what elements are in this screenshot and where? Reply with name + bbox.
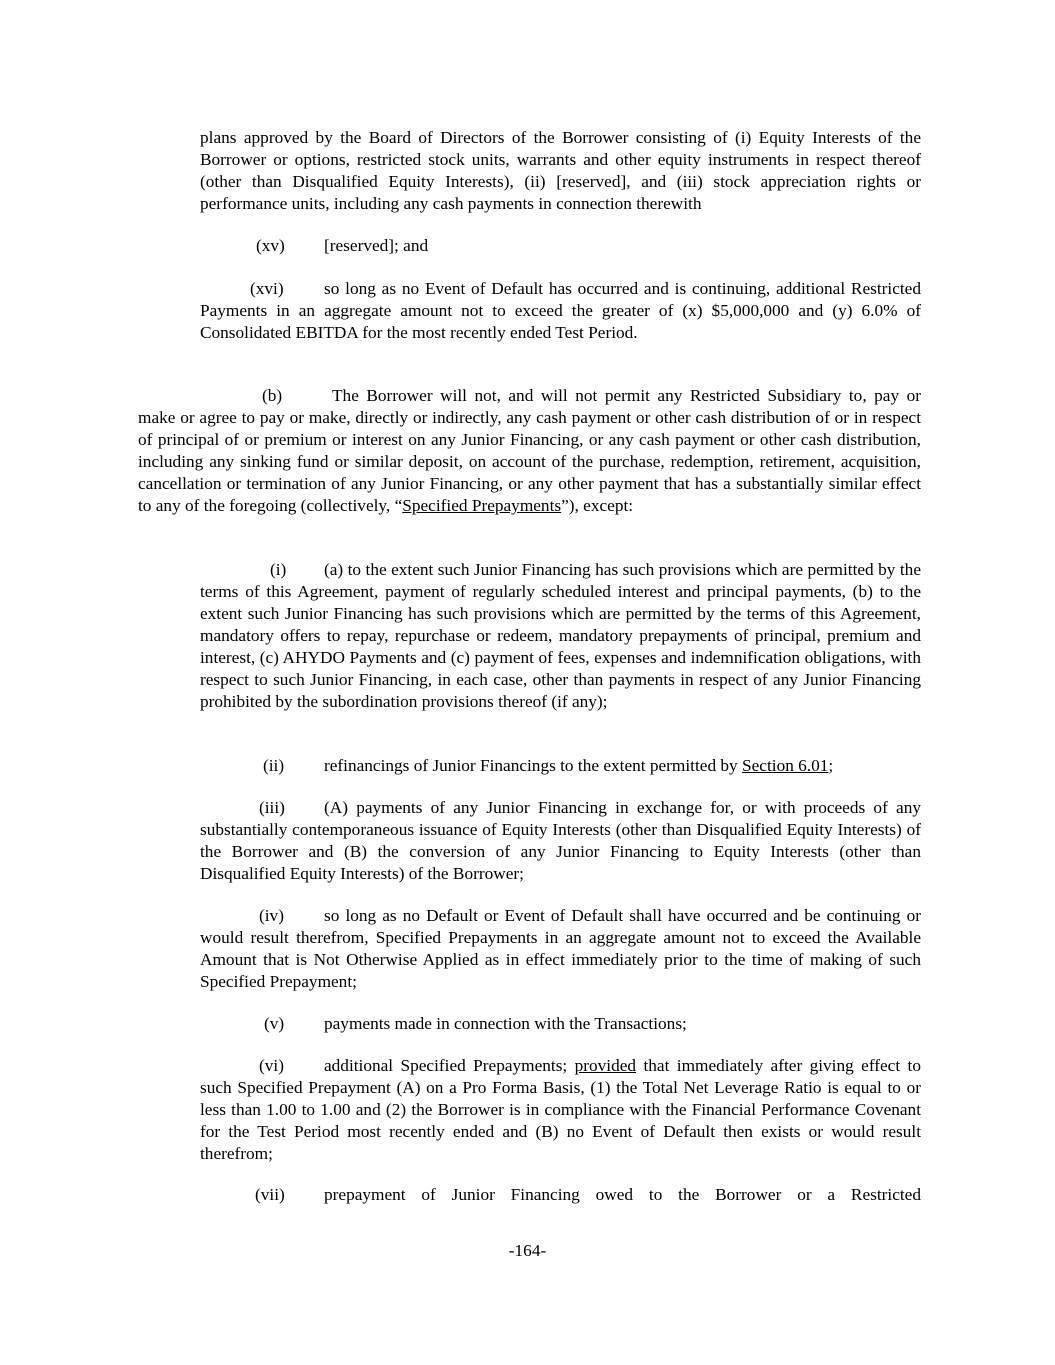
clause-iii (200, 797, 921, 885)
provided-term: provided (574, 1056, 637, 1075)
clause-vii (200, 1184, 921, 1206)
section-text: The Borrower will not, and will not permit any Restricted Subsidiary to, pay or make or agree to pay or make, directly or indirectly, any cash payment or other cash distribution of or in respect of principal of or premium or interest on any Junior Financing, or any cash payment or other cash distribution, including any sinking fund or similar deposit, on account of the purchase, redemption, retirement, acquisition, cancellation or termination of any Junior Financing, or any other payment that has a substantially similar effect to any of the foregoing (collectively, “ (138, 386, 921, 515)
section-b (138, 385, 921, 517)
page-number: -164- (508, 1241, 547, 1260)
clause-text-end: that immediately after giving effect to such Specified Prepayment (A) on a Pro Forma Basis, (1) the Total Net Leverage Ratio is equal to or less than 1.00 to 1.00 and (2) the Borrower is in compliance with the Financial Performance Covenant for the Test Period most recently ended and (B) no Event of Default then exists or would result therefrom; (200, 1056, 921, 1163)
paragraph-continuation (200, 127, 921, 215)
clause-text: (A) payments of any Junior Financing in exchange for, or with proceeds of any substantially contemporaneous issuance of Equity Interests (other than Disqualified Equity Interests) of the Borrower and (B) the conversion of any Junior Financing to Equity Interests (other than Disqualified Equity Interests) of the Borrower; (200, 798, 921, 883)
clause-iv (200, 905, 921, 993)
clause-number: (v) (264, 1014, 285, 1033)
clause-ii (200, 755, 921, 777)
clause-number: (iii) (259, 798, 285, 817)
clause-text: payments made in connection with the Transactions; (324, 1014, 687, 1033)
clause-text: prepayment of Junior Financing owed to the Borrower or a Restricted (324, 1185, 921, 1204)
clause-vi (200, 1055, 921, 1165)
clause-xv (200, 235, 921, 257)
clause-text: so long as no Default or Event of Default shall have occurred and be continuing or would result therefrom, Specified Prepayments in an aggregate amount not to exceed the Available Amount that is Not Otherwise Applied as in effect immediately prior to the time of making of such Specified Prepayment; (200, 906, 921, 991)
clause-text: additional Specified Prepayments; (324, 1056, 575, 1075)
clause-text-end: ; (828, 756, 834, 775)
clause-number: (ii) (263, 756, 285, 775)
clause-number: (xvi) (250, 279, 284, 298)
section-reference-link[interactable]: Section 6.01 (742, 756, 829, 775)
clause-number: (vii) (255, 1185, 285, 1204)
clause-xvi (200, 278, 921, 344)
clause-text: so long as no Event of Default has occurred and is continuing, additional Restricted Payments in an aggregate amount not to exceed the greater of (x) $5,000,000 and (y) 6.0% of Consolidated EBITDA for the most recently ended Test Period. (200, 279, 921, 342)
defined-term-specified-prepayments: Specified Prepayments (402, 496, 562, 515)
clause-v (200, 1013, 921, 1035)
clause-text: refinancings of Junior Financings to the extent permitted by (324, 756, 743, 775)
clause-text: (a) to the extent such Junior Financing has such provisions which are permitted by the terms of this Agreement, payment of regularly scheduled interest and principal payments, (b) to the extent such Junior Financing has such provisions which are permitted by the terms of this Agreement, mandatory offers to repay, repurchase or redeem, mandatory prepayments of principal, premium and interest, (c) AHYDO Payments and (c) payment of fees, expenses and indemnification obligations, with respect to such Junior Financing, in each case, other than payments in respect of any Junior Financing prohibited by the subordination provisions thereof (if any); (200, 560, 921, 711)
clause-number: (i) (270, 560, 287, 579)
paragraph-text: plans approved by the Board of Directors of the Borrower consisting of (i) Equity Interests of the Borrower or options, restricted stock units, warrants and other equity instruments in respect thereof (other than Disqualified Equity Interests), (ii) [reserved], and (iii) stock appreciation rights or performance units, including any cash payments in connection therewith (200, 128, 921, 213)
section-number: (b) (262, 386, 283, 405)
clause-number: (vi) (259, 1056, 284, 1075)
section-text-end: ”), except: (561, 496, 634, 515)
clause-number: (xv) (256, 236, 285, 255)
clause-text: [reserved]; and (324, 236, 429, 255)
clause-number: (iv) (259, 906, 284, 925)
clause-i (200, 559, 921, 713)
